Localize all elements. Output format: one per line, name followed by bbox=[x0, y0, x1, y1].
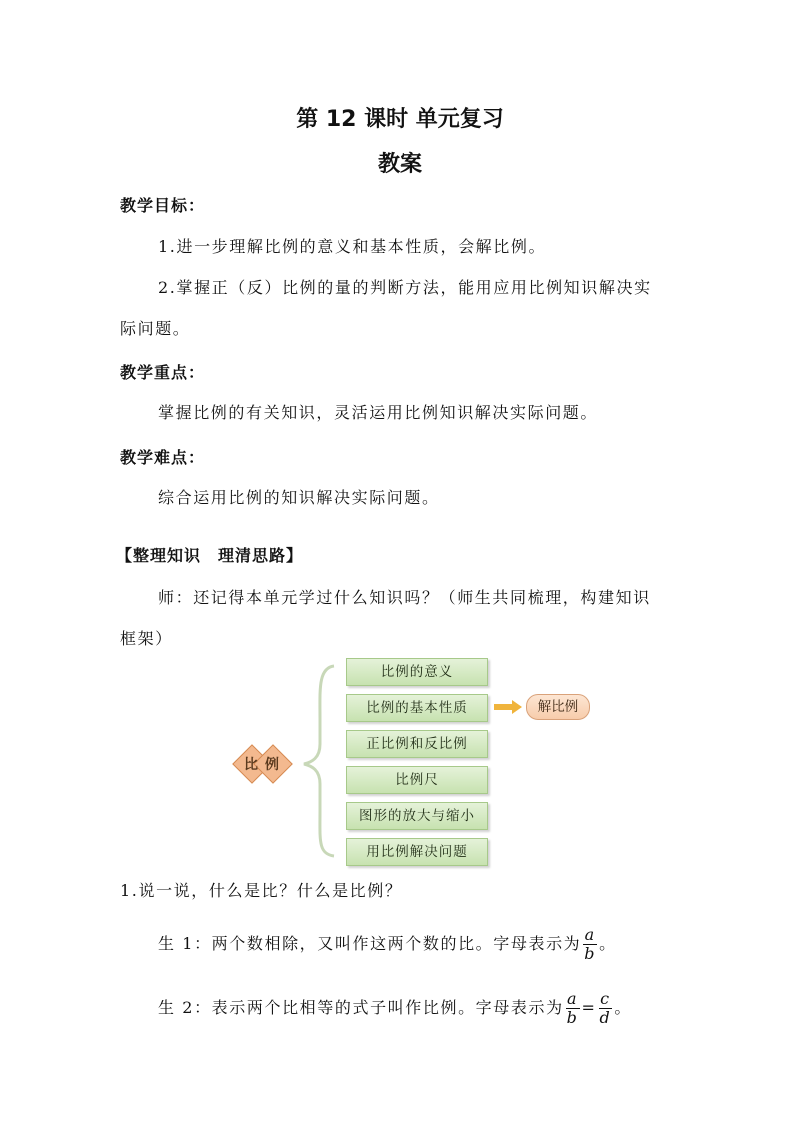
page-title: 第 12 课时 单元复习 bbox=[296, 107, 504, 132]
question-1: 1.说一说，什么是比？什么是比例？ bbox=[120, 881, 403, 900]
arrow-icon bbox=[494, 698, 524, 716]
framework-item: 用比例解决问题 bbox=[346, 838, 488, 866]
teacher-line-1: 师：还记得本单元学过什么知识吗？（师生共同梳理，构建知识 bbox=[158, 588, 651, 607]
fraction-c-over-d bbox=[599, 990, 613, 1027]
branch-label: 解比例 bbox=[526, 694, 590, 720]
student-1-text: 生 1：两个数相除，又叫作这两个数的比。字母表示为 bbox=[158, 934, 582, 953]
key-points-heading: 教学重点： bbox=[120, 363, 206, 382]
section-heading: 【整理知识 理清思路】 bbox=[116, 546, 304, 565]
fraction-a-over-b bbox=[566, 990, 580, 1027]
student-1-end: 。 bbox=[599, 934, 617, 953]
fraction-a-over-b bbox=[583, 926, 597, 963]
root-char-2: 例 bbox=[265, 757, 279, 773]
objectives-heading: 教学目标： bbox=[120, 196, 206, 215]
objective-2-line1: 2.掌握正（反）比例的量的判断方法，能用应用比例知识解决实 bbox=[158, 278, 652, 297]
equals-sign: = bbox=[581, 998, 597, 1017]
objective-1: 1.进一步理解比例的意义和基本性质，会解比例。 bbox=[158, 237, 547, 256]
root-char-1: 比 bbox=[244, 757, 258, 773]
page-subtitle: 教案 bbox=[377, 152, 422, 177]
denominator: b bbox=[584, 944, 597, 963]
objective-2-line2: 际问题。 bbox=[120, 319, 191, 338]
difficulties-text: 综合运用比例的知识解决实际问题。 bbox=[158, 488, 440, 507]
numerator: a bbox=[584, 925, 596, 944]
denominator: b bbox=[566, 1008, 579, 1027]
numerator: a bbox=[567, 989, 579, 1008]
denominator: d bbox=[599, 1008, 612, 1027]
difficulties-heading: 教学难点： bbox=[120, 448, 206, 467]
key-points-text: 掌握比例的有关知识，灵活运用比例知识解决实际问题。 bbox=[158, 403, 599, 422]
framework-item: 比例的基本性质 bbox=[346, 694, 488, 722]
student-2-text: 生 2：表示两个比相等的式子叫作比例。字母表示为 bbox=[158, 998, 564, 1017]
brace-connector bbox=[300, 660, 340, 860]
student-2-answer bbox=[158, 990, 632, 1027]
student-2-end: 。 bbox=[614, 998, 632, 1017]
framework-item: 比例的意义 bbox=[346, 658, 488, 686]
student-1-answer bbox=[158, 926, 617, 963]
teacher-line-2: 框架） bbox=[120, 629, 173, 648]
numerator: c bbox=[600, 989, 611, 1008]
framework-item: 图形的放大与缩小 bbox=[346, 802, 488, 830]
framework-item: 正比例和反比例 bbox=[346, 730, 488, 758]
framework-item: 比例尺 bbox=[346, 766, 488, 794]
